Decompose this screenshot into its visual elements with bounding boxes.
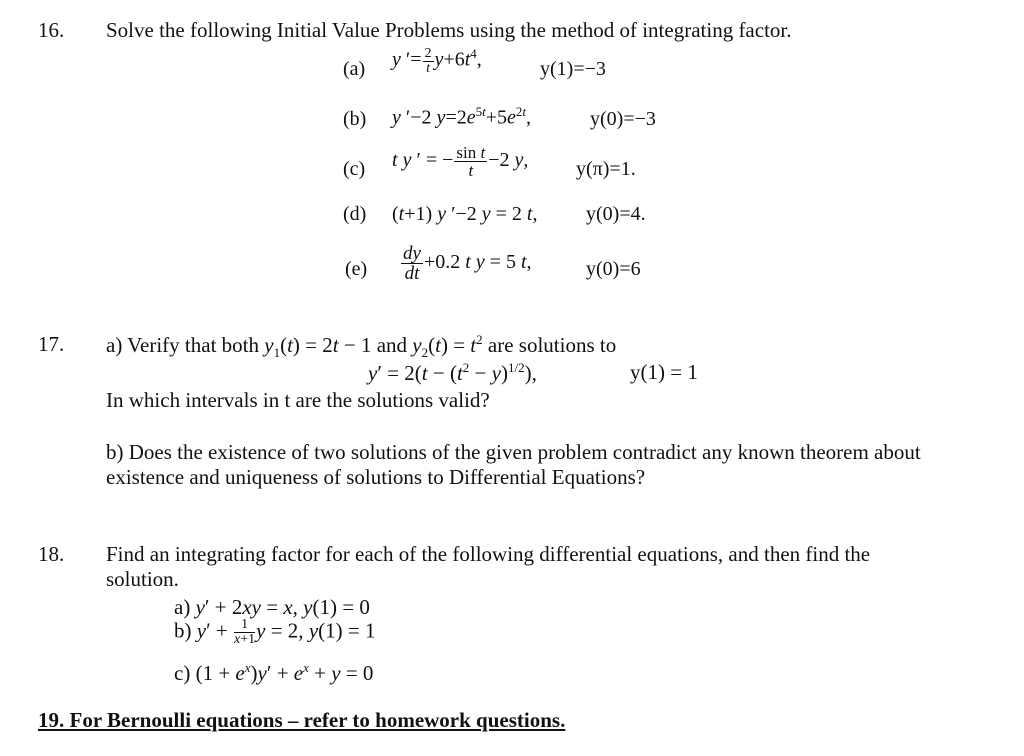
q16-part-b-ic: y(0)=−3 [590, 108, 656, 130]
q16-part-d-ic: y(0)=4. [586, 203, 646, 225]
q16-part-d-equation: (t+1) y ′−2 y = 2 t, [392, 203, 538, 225]
question-17-number: 17. [38, 332, 65, 356]
q18-prompt-line1: Find an integrating factor for each of the following differential equations, and then find the [106, 542, 871, 566]
q17-a-and: and [376, 333, 408, 357]
q17-a-tail: are solutions to [487, 333, 617, 357]
q16-part-e-ic: y(0)=6 [586, 258, 641, 280]
q17-part-b-line2: existence and uniqueness of solutions to Differential Equations? [106, 465, 646, 489]
q16-part-b-equation: y ′−2 $y=2e^{5t}+5e^{2t}$, [392, 104, 532, 129]
q18-part-c: c) $(1 + e^x)y' + e^x + y = 0$ [174, 660, 374, 685]
q16-part-a-ic: y(1)=−3 [540, 58, 606, 80]
question-19-heading: 19. For Bernoulli equations – refer to homework questions. [38, 708, 566, 732]
q18-part-c-label: c) [174, 661, 191, 685]
q18-part-a: a) y′ + 2xy = x, y(1) = 0 [174, 595, 370, 619]
q18-part-b: b) y′ + $\frac{1}{x+1}$ y = 2, y(1) = 1 [174, 617, 376, 647]
question-18-number: 18. [38, 542, 65, 566]
q17-part-b-line1: b) Does the existence of two solutions of the given problem contradict any known theorem about [106, 440, 921, 464]
question-16-number: 16. [38, 18, 65, 42]
q17-interval-question: In which intervals in t are the solutions valid? [106, 388, 490, 412]
q18-prompt-line2: solution. [106, 567, 179, 591]
q16-part-c-equation: t y ′ = − $\frac{\text{sin t}}{t}$ −2 y, [392, 143, 529, 180]
q16-part-c-ic: y(π)=1. [576, 158, 636, 180]
q16-part-e-label: (e) [345, 258, 368, 280]
q17-ic: y(1) = 1 [630, 360, 698, 384]
q16-part-b-label: (b) [343, 108, 367, 130]
q16-part-c-label: (c) [343, 158, 366, 180]
q17-part-a-statement: a) Verify that both $y_1(t) = 2t - 1$ and $y_2(t) = t^2$ are solutions to [106, 332, 617, 361]
q16-part-a-label: (a) [343, 58, 366, 80]
q18-part-a-label: a) [174, 595, 191, 619]
q18-part-b-label: b) [174, 618, 192, 643]
q17-a-intro: a) Verify that both [106, 333, 259, 357]
question-16-prompt: Solve the following Initial Value Problems using the method of integrating factor. [106, 18, 792, 42]
q16-part-e-equation: $\frac{dy}{dt}$ +0.2 t y = 5 t, [403, 243, 532, 284]
q17-ode: $y' = 2(t - (t^2 - y)^{1/2})$, [368, 360, 537, 385]
q16-part-d-label: (d) [343, 203, 367, 225]
q16-part-a-equation: y ′= $\frac{2}{t}$ $y+6t^4$, [392, 45, 482, 76]
